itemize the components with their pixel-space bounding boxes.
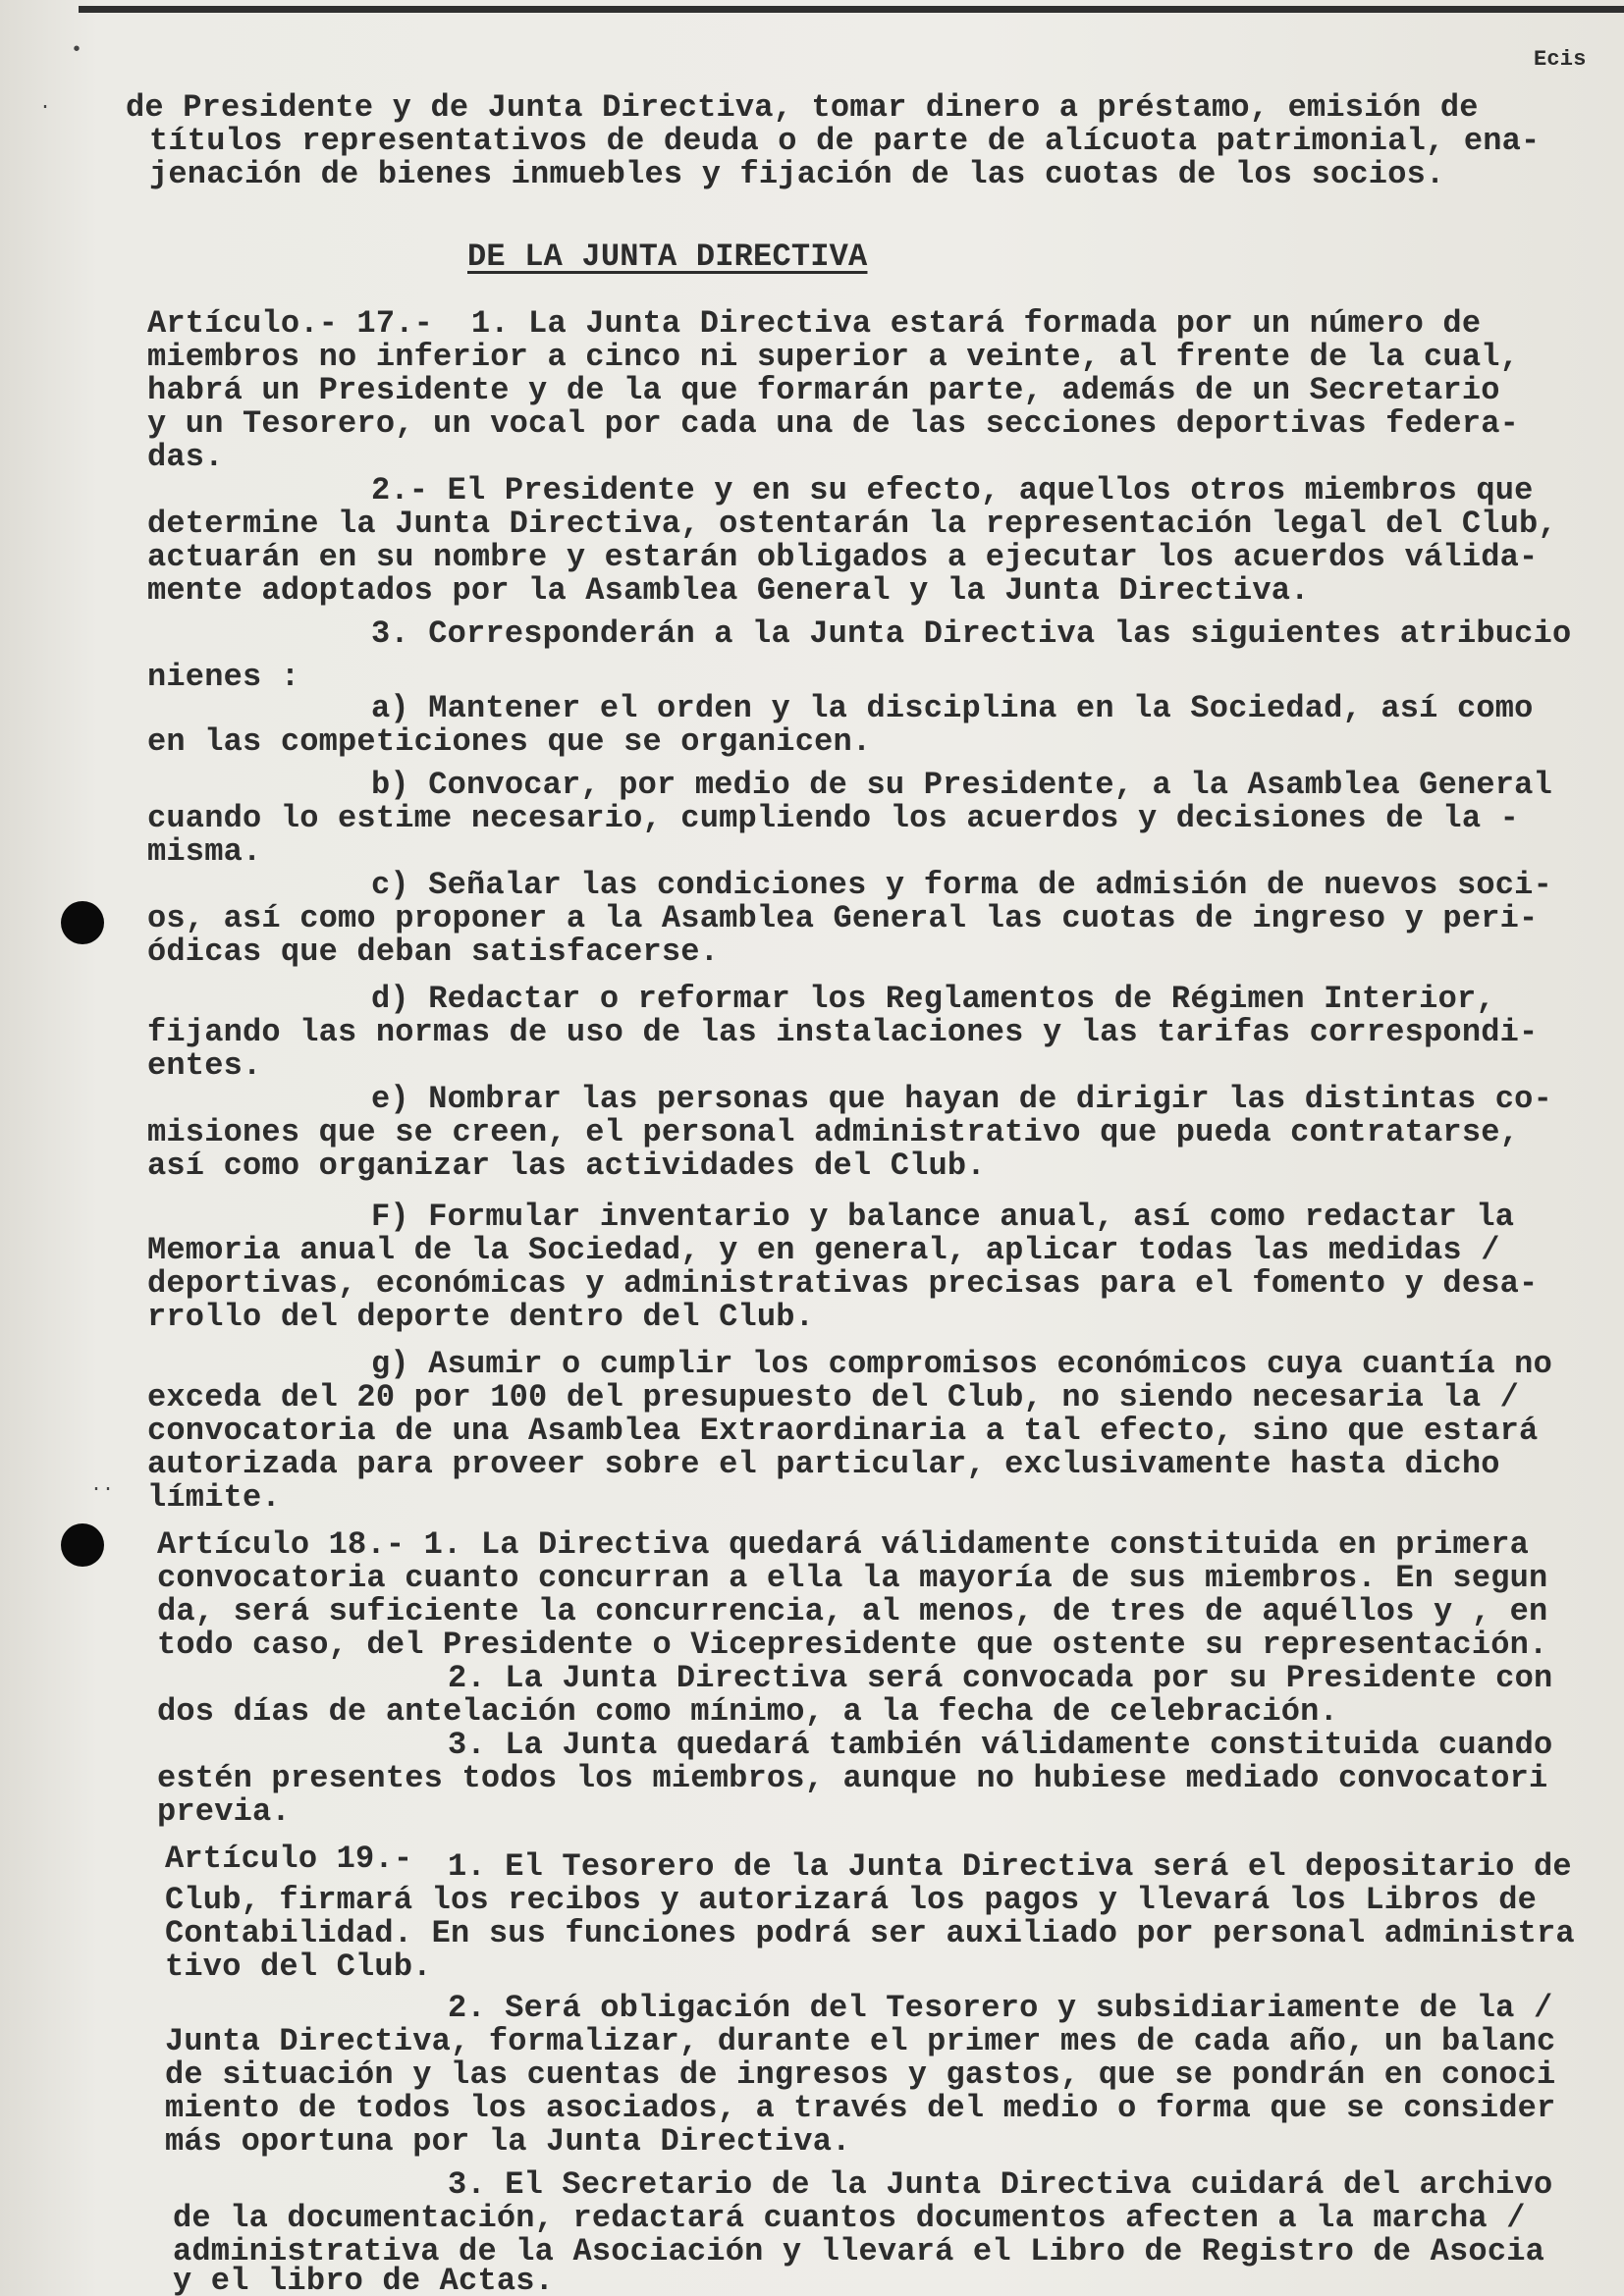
text-line: Artículo 19.- (165, 1841, 413, 1877)
text-line: deportivas, económicas y administrativas precisas para el fomento y desa- (147, 1265, 1539, 1302)
punch-hole-lower (61, 1523, 104, 1567)
text-line: Artículo 18.- 1. La Directiva quedará válidamente constituida en primera (157, 1526, 1530, 1563)
text-line: cuando lo estime necesario, cumpliendo los acuerdos y decisiones de la - (147, 800, 1520, 836)
text-line: Artículo.- 17.- 1. La Junta Directiva estará formada por un número de (147, 305, 1482, 342)
text-line: a) Mantener el orden y la disciplina en la Sociedad, así como (371, 690, 1534, 726)
text-line: y un Tesorero, un vocal por cada una de las secciones deportivas federa- (147, 405, 1520, 442)
text-line: actuarán en su nombre y estarán obligados a ejecutar los acuerdos válida- (147, 539, 1539, 575)
text-line: Junta Directiva, formalizar, durante el primer mes de cada año, un balanc (165, 2023, 1556, 2059)
text-line: convocatoria de una Asamblea Extraordinaria a tal efecto, sino que estará (147, 1413, 1539, 1449)
text-line: c) Señalar las condiciones y forma de admisión de nuevos soci- (371, 867, 1552, 903)
text-line: misma. (147, 833, 262, 870)
ink-speck: ·· (90, 1478, 115, 1501)
section-heading: DE LA JUNTA DIRECTIVA (467, 239, 868, 275)
text-line: así como organizar las actividades del Club. (147, 1148, 986, 1184)
text-line: tivo del Club. (165, 1949, 432, 1985)
text-line: Memoria anual de la Sociedad, y en general, aplicar todas las medidas / (147, 1232, 1500, 1268)
text-line: d) Redactar o reformar los Reglamentos de Régimen Interior, (371, 981, 1495, 1017)
text-line: b) Convocar, por medio de su Presidente, a la Asamblea General (371, 767, 1552, 803)
text-line: de situación y las cuentas de ingresos y gastos, que se pondrán en conoci (165, 2056, 1556, 2093)
text-line: miembros no inferior a cinco ni superior a veinte, al frente de la cual, (147, 339, 1520, 375)
text-line: 2. Será obligación del Tesorero y subsidiariamente de la / (448, 1990, 1553, 2026)
text-line: F) Formular inventario y balance anual, así como redactar la (371, 1199, 1515, 1235)
top-rule (79, 6, 1624, 13)
text-line: entes. (147, 1047, 262, 1084)
text-line: fijando las normas de uso de las instalaciones y las tarifas correspondi- (147, 1014, 1539, 1050)
text-line: 2.- El Presidente y en su efecto, aquellos otros miembros que (371, 472, 1534, 508)
text-line: mente adoptados por la Asamblea General y la Junta Directiva. (147, 572, 1310, 609)
text-line: estén presentes todos los miembros, aunque no hubiese mediado convocatori (157, 1760, 1548, 1796)
header-mark: Ecis (1534, 47, 1587, 72)
text-line: y el libro de Actas. (173, 2263, 555, 2296)
text-line: 3. La Junta quedará también válidamente constituida cuando (448, 1727, 1553, 1763)
text-line: misiones que se creen, el personal administrativo que pueda contratarse, (147, 1114, 1520, 1150)
text-line: más oportuna por la Junta Directiva. (165, 2123, 851, 2160)
text-line: de Presidente y de Junta Directiva, tomar dinero a préstamo, emisión de (126, 89, 1479, 126)
text-line: todo caso, del Presidente o Vicepresidente que ostente su representación. (157, 1627, 1548, 1663)
text-line: administrativa de la Asociación y llevará el Libro de Registro de Asocia (173, 2233, 1545, 2269)
text-line: ódicas que deban satisfacerse. (147, 934, 720, 970)
punch-hole-upper (61, 901, 104, 944)
text-line: da, será suficiente la concurrencia, al menos, de tres de aquéllos y , en (157, 1593, 1548, 1629)
text-line: títulos representativos de deuda o de parte de alícuota patrimonial, ena- (149, 123, 1541, 159)
text-line: Club, firmará los recibos y autorizará los pagos y llevará los Libros de (165, 1882, 1538, 1918)
text-line: autorizada para proveer sobre el particular, exclusivamente hasta dicho (147, 1446, 1500, 1482)
text-line: nienes : (147, 659, 300, 695)
text-line: determine la Junta Directiva, ostentarán la representación legal del Club, (147, 506, 1557, 542)
text-line: Contabilidad. En sus funciones podrá ser auxiliado por personal administra (165, 1915, 1575, 1951)
text-line: exceda del 20 por 100 del presupuesto del Club, no siendo necesaria la / (147, 1379, 1520, 1415)
text-line: rrollo del deporte dentro del Club. (147, 1299, 815, 1335)
ink-speck: · (39, 96, 52, 119)
text-line: e) Nombrar las personas que hayan de dirigir las distintas co- (371, 1081, 1552, 1117)
text-line: 3. Corresponderán a la Junta Directiva las siguientes atribucio (371, 615, 1572, 652)
text-line: os, así como proponer a la Asamblea General las cuotas de ingreso y peri- (147, 900, 1539, 936)
text-line: habrá un Presidente y de la que formarán parte, además de un Secretario (147, 372, 1500, 408)
text-line: miento de todos los asociados, a través del medio o forma que se consider (165, 2090, 1556, 2126)
text-line: 1. El Tesorero de la Junta Directiva será el depositario de (448, 1848, 1572, 1885)
text-line: en las competiciones que se organicen. (147, 723, 872, 760)
text-line: jenación de bienes inmuebles y fijación de las cuotas de los socios. (149, 156, 1445, 192)
text-line: previa. (157, 1793, 291, 1830)
text-line: convocatoria cuanto concurran a ella la mayoría de sus miembros. En segun (157, 1560, 1548, 1596)
text-line: de la documentación, redactará cuantos documentos afecten a la marcha / (173, 2200, 1526, 2236)
text-line: g) Asumir o cumplir los compromisos económicos cuya cuantía no (371, 1346, 1552, 1382)
ink-speck: • (71, 39, 83, 62)
text-line: 2. La Junta Directiva será convocada por su Presidente con (448, 1660, 1553, 1696)
text-line: dos días de antelación como mínimo, a la fecha de celebración. (157, 1693, 1338, 1730)
text-line: límite. (147, 1479, 281, 1516)
text-line: 3. El Secretario de la Junta Directiva cuidará del archivo (448, 2166, 1553, 2203)
text-line: das. (147, 439, 224, 475)
